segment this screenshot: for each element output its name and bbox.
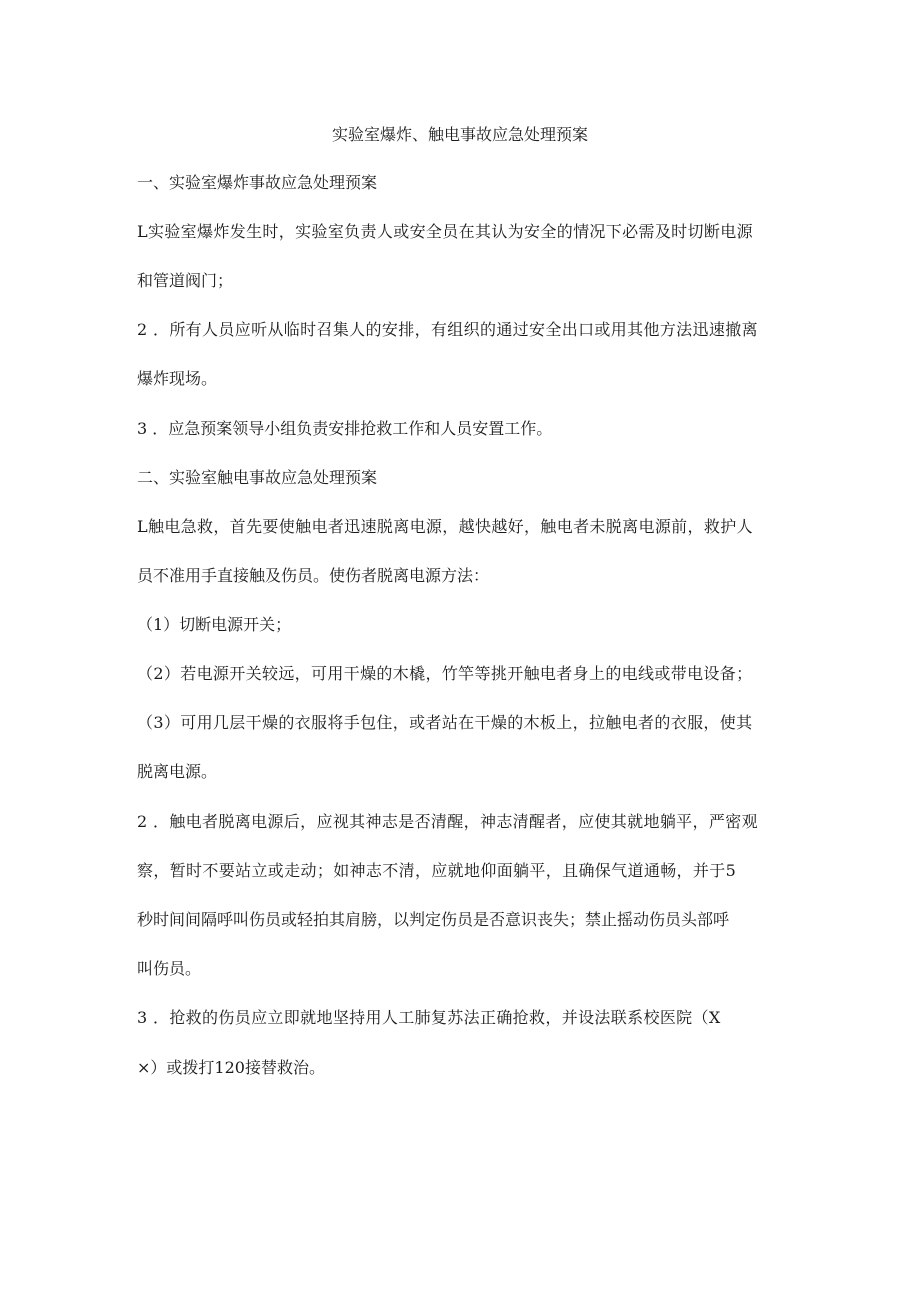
paragraph-line: 察，暂时不要站立或走动；如神志不清，应就地仰面躺平，且确保气道通畅，并于5 xyxy=(137,861,737,880)
paragraph-line: L触电急救，首先要使触电者迅速脱离电源，越快越好，触电者未脱离电源前，救护人 xyxy=(137,517,753,536)
paragraph-line: 员不准用手直接触及伤员。使伤者脱离电源方法： xyxy=(137,566,490,585)
paragraph-line: 叫伤员。 xyxy=(137,959,202,978)
paragraph-line: 2 ．所有人员应听从临时召集人的安排，有组织的通过安全出口或用其他方法迅速撤离 xyxy=(137,320,758,339)
paragraph-line: 爆炸现场。 xyxy=(137,369,218,388)
paragraph-line: 2 ．触电者脱离电源后，应视其神志是否清醒，神志清醒者，应使其就地躺平，严密观 xyxy=(137,812,758,831)
paragraph-line: 脱离电源。 xyxy=(137,762,218,781)
paragraph-line: 3 ．应急预案领导小组负责安排抢救工作和人员安置工作。 xyxy=(137,419,553,438)
list-item: （3）可用几层干燥的衣服将手包住，或者站在干燥的木板上，拉触电者的衣服，使其 xyxy=(137,713,753,732)
section-heading-electric-shock: 二、实验室触电事故应急处理预案 xyxy=(137,468,378,487)
section-heading-explosion: 一、实验室爆炸事故应急处理预案 xyxy=(137,173,378,192)
paragraph-line: 秒时间间隔呼叫伤员或轻拍其肩膀，以判定伤员是否意识丧失；禁止摇动伤员头部呼 xyxy=(137,910,730,929)
list-item: （2）若电源开关较远，可用干燥的木橇，竹竿等挑开触电者身上的电线或带电设备； xyxy=(137,664,753,683)
paragraph-line: L实验室爆炸发生时，实验室负责人或安全员在其认为安全的情况下必需及时切断电源 xyxy=(137,222,753,241)
list-item: （1）切断电源开关； xyxy=(137,615,292,634)
paragraph-line: 3 ．抢救的伤员应立即就地坚持用人工肺复苏法正确抢救，并设法联系校医院（X xyxy=(137,1008,721,1027)
paragraph-line: ×）或拨打120接替救治。 xyxy=(137,1058,325,1077)
paragraph-line: 和管道阀门； xyxy=(137,271,234,290)
document-title: 实验室爆炸、触电事故应急处理预案 xyxy=(331,125,588,144)
